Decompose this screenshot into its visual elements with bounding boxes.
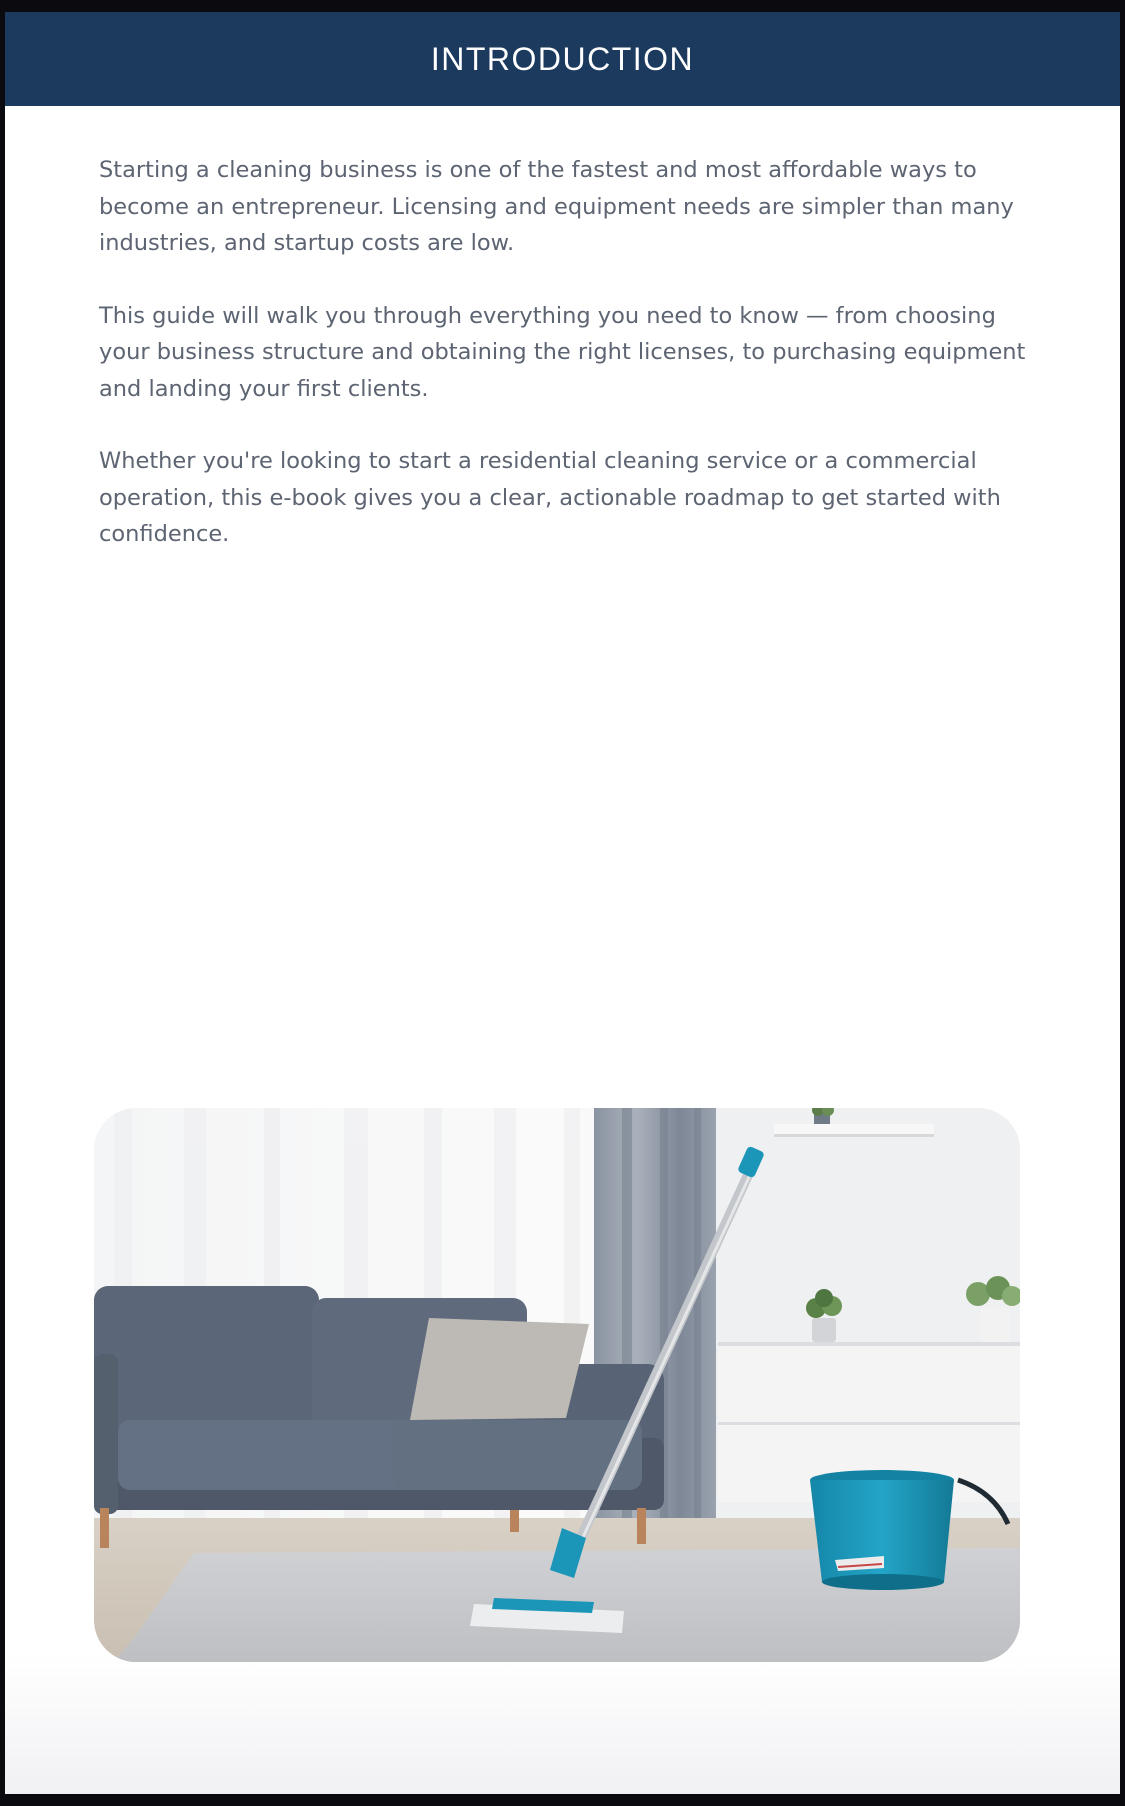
section-header xyxy=(5,12,1120,106)
section-title: INTRODUCTION xyxy=(430,40,695,77)
cleaning-room-photo xyxy=(94,1108,1020,1662)
page-bottom-shade xyxy=(5,1654,1120,1794)
intro-paragraph-2: This guide will walk you through everything you need to know — from choosing your business structure and obtaining the right licenses, to purchasing equipment and landing your first clients. xyxy=(99,302,1026,402)
intro-paragraph-3: Whether you're looking to start a residential cleaning service or a commercial operation, this e-book gives you a clear, actionable roadmap to get started with confidence. xyxy=(99,448,1001,547)
grey-sofa xyxy=(94,1286,664,1548)
intro-paragraph-1: Starting a cleaning business is one of the fastest and most affordable ways to become an entrepreneur. Licensing and equipment needs are simpler than many industries, and startup costs are low. xyxy=(99,157,1014,256)
intro-body xyxy=(99,152,1039,589)
wall-shelf xyxy=(774,1124,934,1134)
sofa-cushion xyxy=(410,1318,589,1420)
